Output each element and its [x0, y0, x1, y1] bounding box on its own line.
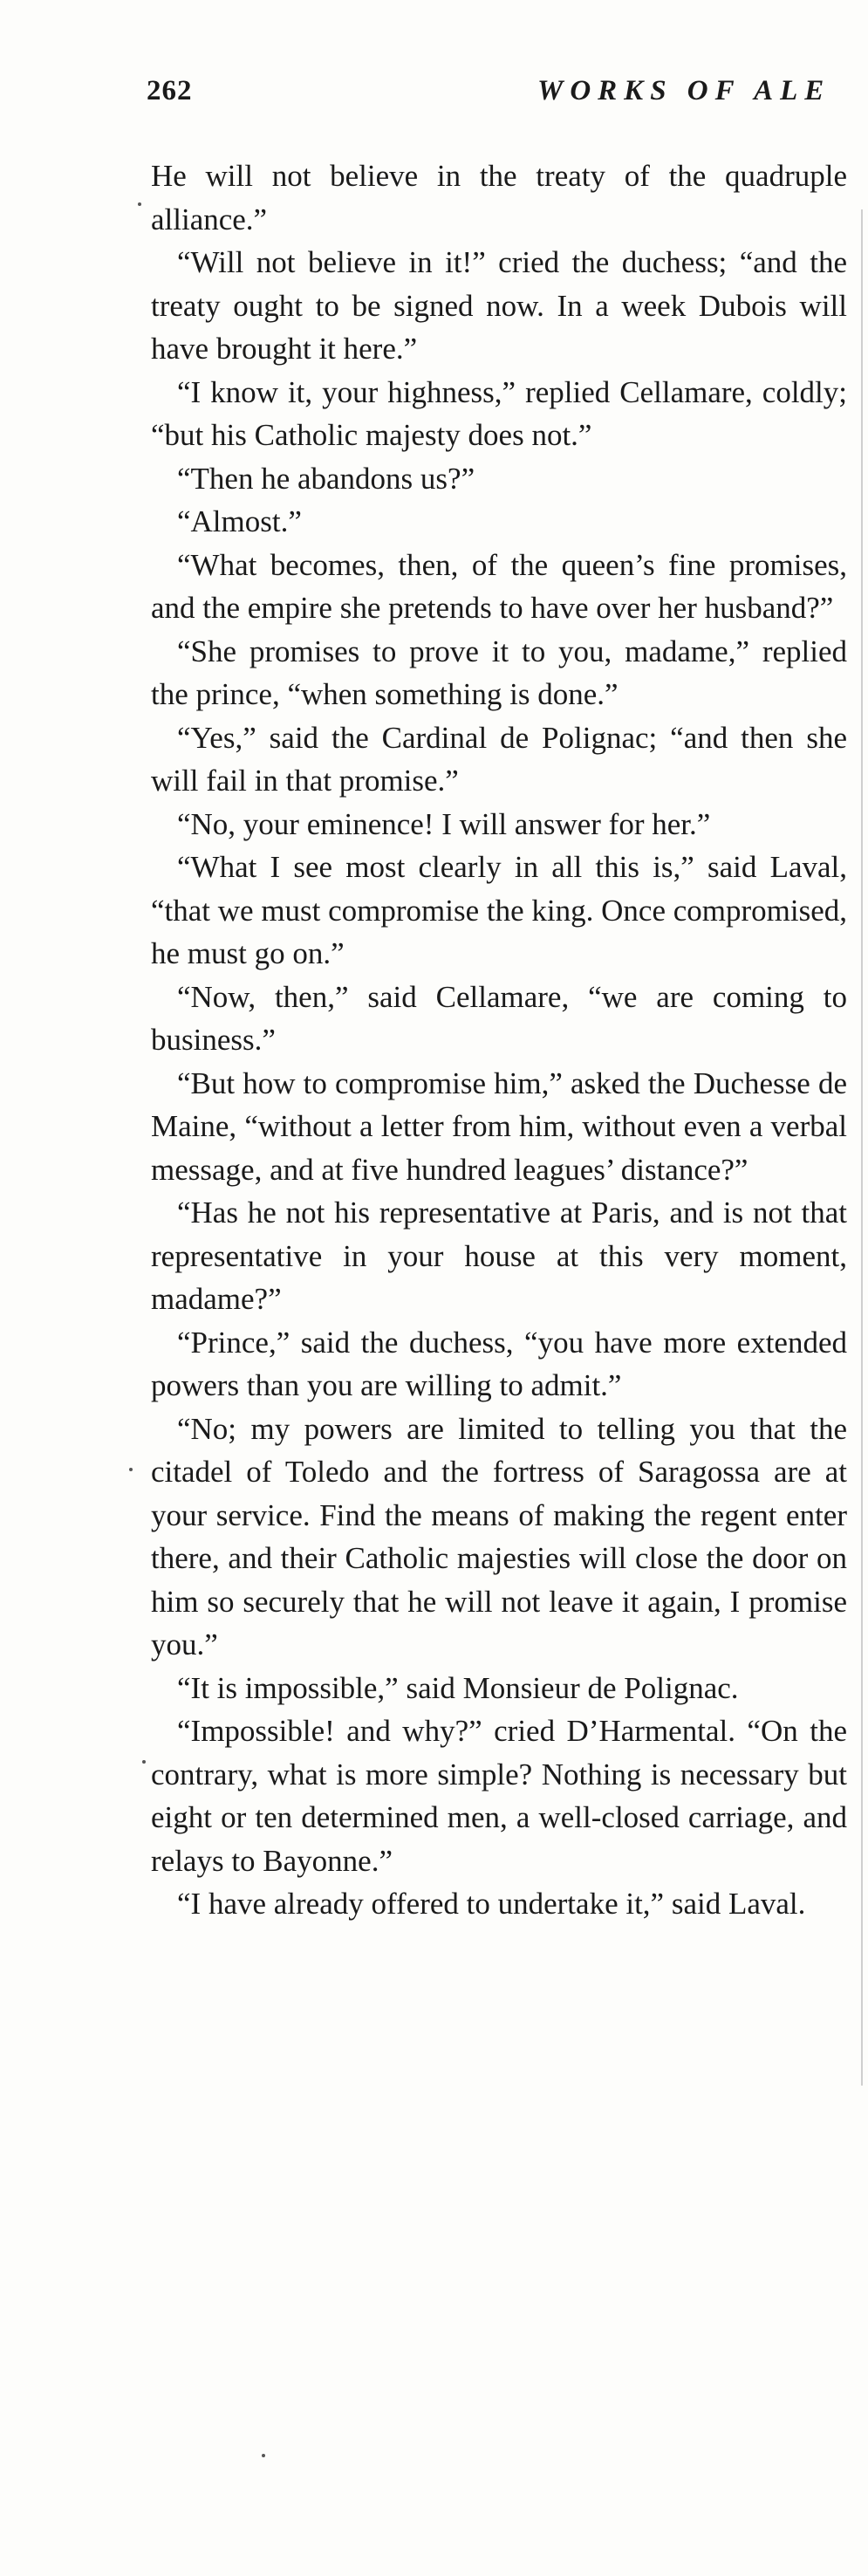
page-header — [147, 75, 868, 119]
page-number: 262 — [147, 75, 193, 106]
paragraph: “I have already offered to undertake it,” said Laval. — [177, 1887, 806, 1921]
print-speck — [138, 202, 141, 206]
paragraph: “Will not believe in it!” cried the duchess; “and the treaty ought to be signed now. In a week Dubois will have brought it here.” — [151, 245, 847, 366]
paragraph: “I know it, your highness,” replied Cellamare, coldly; “but his Catholic majesty does not.” — [151, 374, 847, 452]
binding-edge-line — [861, 209, 863, 2086]
paragraph: “No; my powers are limited to telling you that the citadel of Toledo and the fortress of Saragossa are at your service. Find the means of making the regent enter there, and their Catholic majesties will close the door on him so securely that he will not leave it again, I promise you.” — [151, 1411, 847, 1661]
paragraph: “What becomes, then, of the queen’s fine promises, and the empire she pretends to have over her husband?” — [151, 547, 847, 625]
paragraph: “It is impossible,” said Monsieur de Polignac. — [177, 1670, 739, 1705]
paragraph: He will not believe in the treaty of the quadruple alliance.” — [151, 159, 847, 236]
paragraph: “Yes,” said the Cardinal de Polignac; “and then she will fail in that promise.” — [151, 720, 847, 798]
paragraph: “No, your eminence! I will answer for her.” — [177, 806, 711, 841]
paragraph: “But how to compromise him,” asked the Duchesse de Maine, “without a letter from him, without even a verbal message, and at five hundred leagues’ distance?” — [151, 1065, 847, 1187]
body-text — [151, 154, 847, 1926]
paragraph: “What I see most clearly in all this is,” said Laval, “that we must compromise the king. Once compromised, he must go on.” — [151, 850, 848, 970]
paragraph: “Almost.” — [177, 504, 302, 538]
paragraph: “Prince,” said the duchess, “you have more extended powers than you are willing to admit.” — [151, 1325, 847, 1402]
running-head: WORKS OF ALE — [537, 75, 831, 106]
paragraph: “Has he not his representative at Paris, and is not that representative in your house at this very moment, madame?” — [151, 1196, 847, 1316]
paragraph: “She promises to prove it to you, madame,” replied the prince, “when something is done.” — [151, 634, 847, 711]
paragraph: “Now, then,” said Cellamare, “we are coming to business.” — [151, 979, 847, 1057]
print-speck — [142, 1760, 146, 1764]
print-speck — [129, 1468, 133, 1471]
paragraph: “Impossible! and why?” cried D’Harmental. “On the contrary, what is more simple? Nothing is necessary but eight or ten determined men, a well-closed carriage, and relays to Bayonne.” — [151, 1714, 847, 1878]
paragraph: “Then he abandons us?” — [177, 461, 475, 496]
print-speck — [262, 2454, 265, 2457]
